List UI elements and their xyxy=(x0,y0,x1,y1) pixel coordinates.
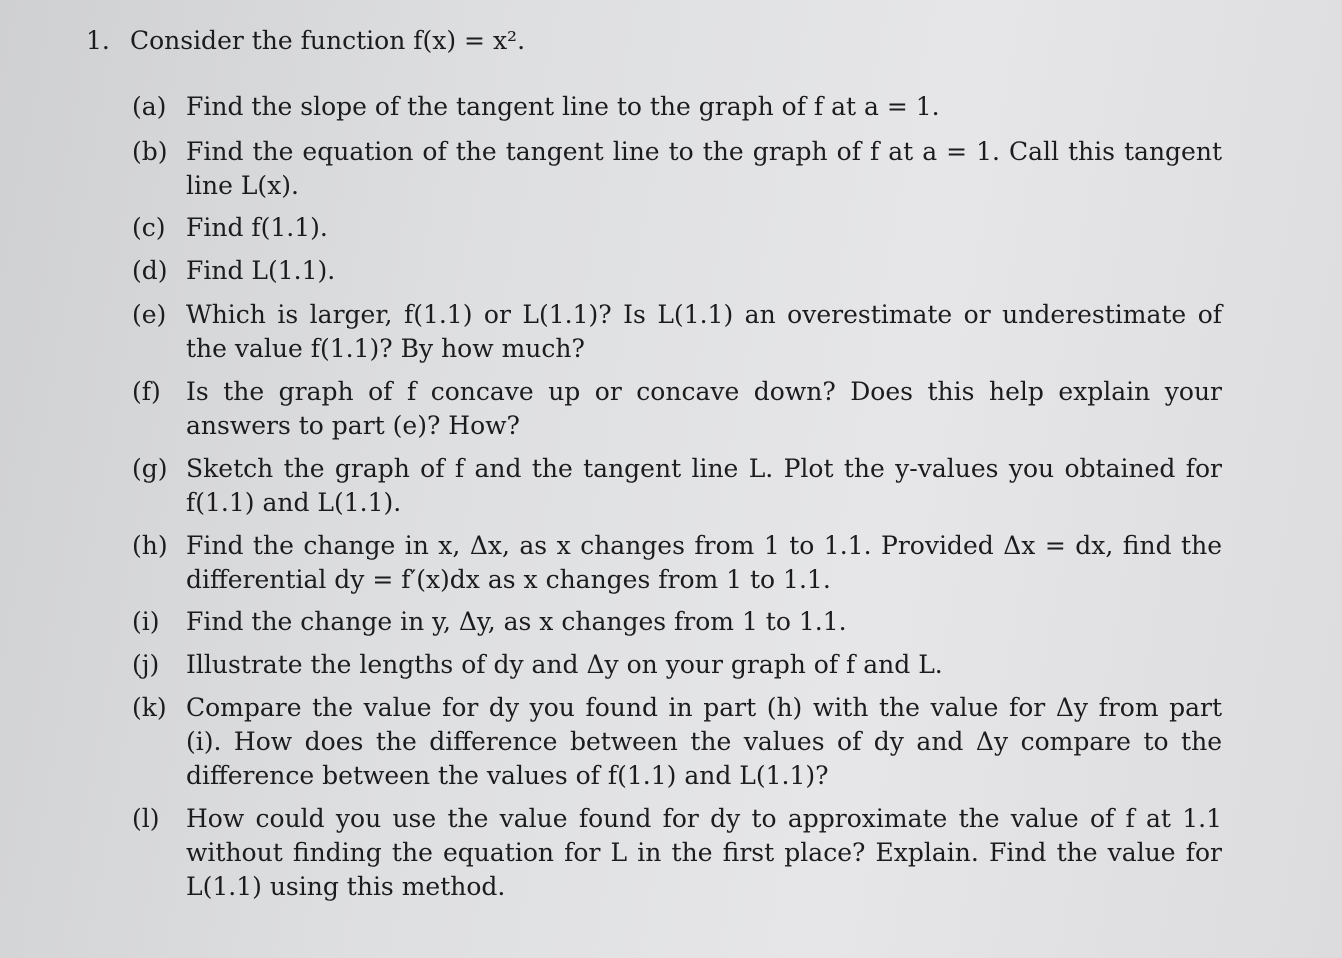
part-e xyxy=(132,298,1222,366)
part-c xyxy=(132,211,1222,245)
part-text: Find f(1.1). xyxy=(186,213,328,242)
part-g xyxy=(132,452,1222,520)
part-text: Is the graph of f concave up or concave down? Does this help explain your answers to part (e)? How? xyxy=(186,377,1222,440)
problem-number: 1. xyxy=(86,26,110,55)
part-text: Find the equation of the tangent line to the graph of f at a = 1. Call this tangent line L(x). xyxy=(186,137,1222,200)
part-k xyxy=(132,691,1222,793)
part-l xyxy=(132,802,1222,904)
part-text: Find L(1.1). xyxy=(186,256,336,285)
part-text: Find the change in y, Δy, as x changes from 1 to 1.1. xyxy=(186,607,847,636)
problem-text: Consider the function f(x) = x². xyxy=(129,26,526,55)
part-label: (f) xyxy=(132,377,161,406)
problem-statement xyxy=(86,24,525,58)
part-text: Sketch the graph of f and the tangent line L. Plot the y-values you obtained for f(1.1) and L(1.1). xyxy=(186,454,1222,517)
part-text: Compare the value for dy you found in part (h) with the value for Δy from part (i). How does the difference between the values of dy and Δy compare to the difference between the values of f(1.1) and L(1.1)? xyxy=(186,693,1222,790)
part-d xyxy=(132,254,1222,288)
part-h xyxy=(132,529,1222,597)
part-i xyxy=(132,605,1222,639)
part-text: How could you use the value found for dy to approximate the value of f at 1.1 without finding the equation for L in the first place? Explain. Find the value for L(1.1) using this method. xyxy=(186,804,1222,901)
part-label: (a) xyxy=(132,92,167,121)
part-label: (i) xyxy=(132,607,160,636)
part-label: (g) xyxy=(132,454,168,483)
part-label: (l) xyxy=(132,804,160,833)
part-label: (j) xyxy=(132,650,160,679)
part-text: Find the slope of the tangent line to the graph of f at a = 1. xyxy=(186,92,940,121)
part-label: (c) xyxy=(132,213,166,242)
part-label: (b) xyxy=(132,137,168,166)
part-a xyxy=(132,90,1222,124)
part-label: (e) xyxy=(132,300,167,329)
part-f xyxy=(132,375,1222,443)
part-label: (d) xyxy=(132,256,168,285)
part-text: Which is larger, f(1.1) or L(1.1)? Is L(1.1) an overestimate or underestimate of the value f(1.1)? By how much? xyxy=(186,300,1222,363)
part-text: Find the change in x, Δx, as x changes from 1 to 1.1. Provided Δx = dx, find the differential dy = f′(x)dx as x changes from 1 to 1.1. xyxy=(186,531,1222,594)
part-b xyxy=(132,135,1222,203)
part-text: Illustrate the lengths of dy and Δy on your graph of f and L. xyxy=(186,650,943,679)
part-j xyxy=(132,648,1222,682)
part-label: (h) xyxy=(132,531,168,560)
part-label: (k) xyxy=(132,693,167,722)
